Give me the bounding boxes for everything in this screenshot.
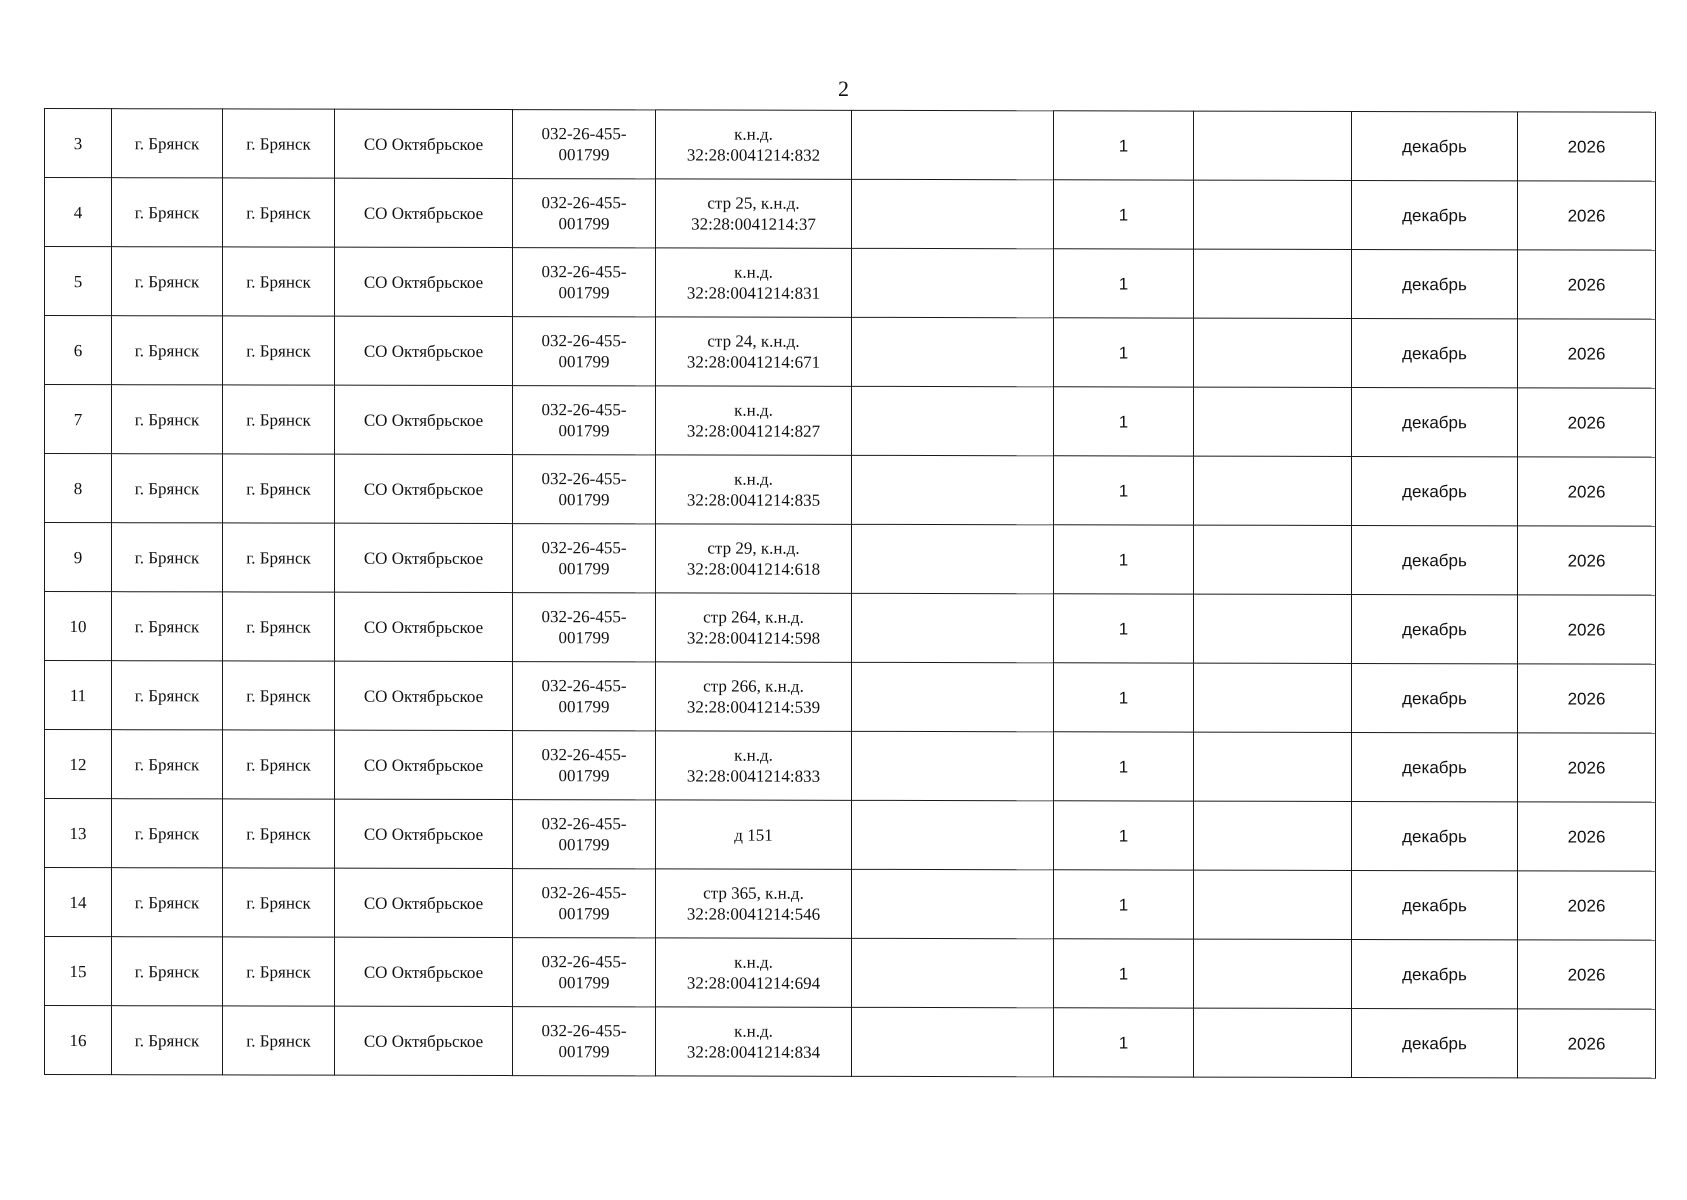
- cell-address: [656, 110, 852, 179]
- code-line: 032-26-455-: [541, 538, 627, 558]
- address-line: 32:28:0041214:827: [686, 421, 821, 441]
- cell-month: декабрь: [1352, 525, 1518, 594]
- cell-empty: [1194, 318, 1352, 387]
- code-line: 001799: [558, 973, 610, 993]
- cell-empty: [1194, 732, 1352, 801]
- code-line: 001799: [558, 835, 610, 855]
- cell-code: [513, 317, 656, 386]
- cell-number: 14: [45, 868, 112, 937]
- address-line: 32:28:0041214:618: [686, 559, 821, 579]
- address-line: 32:28:0041214:832: [686, 145, 821, 165]
- table-row: [45, 454, 1656, 527]
- cell-address: [656, 869, 852, 938]
- cell-quantity: 1: [1054, 318, 1194, 387]
- cell-empty: [1194, 180, 1352, 249]
- cell-empty: [852, 869, 1054, 938]
- code-line: 032-26-455-: [541, 745, 627, 765]
- table-row: [45, 868, 1656, 941]
- cell-city: г. Брянск: [112, 247, 223, 316]
- cell-number: 10: [45, 592, 112, 661]
- address-line: стр 25, к.н.д.: [707, 193, 800, 213]
- table-row: [45, 730, 1656, 803]
- code-line: 032-26-455-: [541, 262, 627, 282]
- cell-city: г. Брянск: [223, 937, 335, 1006]
- address-line: 32:28:0041214:598: [686, 628, 821, 648]
- cell-city: г. Брянск: [112, 523, 223, 592]
- cell-city: г. Брянск: [223, 661, 335, 730]
- address-line: к.н.д.: [734, 469, 773, 489]
- cell-code: [513, 593, 656, 662]
- cell-empty: [1194, 594, 1352, 663]
- cell-number: 3: [45, 109, 112, 178]
- cell-city: г. Брянск: [223, 523, 335, 592]
- code-line: 032-26-455-: [541, 883, 627, 903]
- code-line: 001799: [558, 1042, 610, 1062]
- cell-number: 9: [45, 523, 112, 592]
- address-line: к.н.д.: [734, 1021, 773, 1041]
- cell-empty: [1194, 456, 1352, 525]
- address-line: 32:28:0041214:831: [686, 283, 821, 303]
- cell-month: декабрь: [1352, 456, 1518, 525]
- cell-organization: СО Октябрьское: [335, 868, 513, 937]
- cell-empty: [1194, 525, 1352, 594]
- cell-city: г. Брянск: [112, 385, 223, 454]
- table-row: [45, 316, 1656, 389]
- address-line: к.н.д.: [734, 952, 773, 972]
- cell-year: 2026: [1518, 526, 1656, 595]
- cell-number: 15: [45, 937, 112, 1006]
- table-row: [45, 178, 1656, 251]
- address-line: к.н.д.: [734, 400, 773, 420]
- code-line: 001799: [558, 145, 610, 165]
- cell-year: 2026: [1518, 940, 1656, 1009]
- cell-year: 2026: [1518, 664, 1656, 733]
- cell-address: [656, 938, 852, 1007]
- cell-address: [656, 386, 852, 455]
- page-number: 2: [838, 76, 849, 101]
- address-line: 32:28:0041214:834: [686, 1042, 821, 1062]
- cell-empty: [1194, 387, 1352, 456]
- cell-empty: [1194, 801, 1352, 870]
- cell-empty: [852, 800, 1054, 869]
- code-line: 001799: [558, 559, 610, 579]
- cell-month: декабрь: [1352, 801, 1518, 870]
- address-line: 32:28:0041214:539: [686, 697, 821, 717]
- cell-year: 2026: [1518, 181, 1656, 250]
- table-row: [45, 799, 1656, 872]
- cell-organization: СО Октябрьское: [335, 1006, 513, 1075]
- cell-city: г. Брянск: [223, 1006, 335, 1075]
- code-line: 032-26-455-: [541, 607, 627, 627]
- table-row: [45, 661, 1656, 734]
- cell-code: [513, 524, 656, 593]
- cell-organization: СО Октябрьское: [335, 247, 513, 316]
- address-line: д 151: [734, 825, 773, 845]
- cell-city: г. Брянск: [112, 1006, 223, 1075]
- cell-organization: СО Октябрьское: [335, 592, 513, 661]
- cell-year: 2026: [1518, 388, 1656, 457]
- cell-year: 2026: [1518, 112, 1656, 181]
- cell-organization: СО Октябрьское: [335, 937, 513, 1006]
- cell-number: 11: [45, 661, 112, 730]
- cell-year: 2026: [1518, 319, 1656, 388]
- code-line: 001799: [558, 283, 610, 303]
- cell-organization: СО Октябрьское: [335, 730, 513, 799]
- cell-code: [513, 662, 656, 731]
- address-line: стр 365, к.н.д.: [703, 883, 804, 903]
- code-line: 032-26-455-: [541, 1021, 627, 1041]
- table-row: [45, 109, 1656, 182]
- cell-city: г. Брянск: [223, 247, 335, 316]
- code-line: 032-26-455-: [541, 676, 627, 696]
- cell-number: 12: [45, 730, 112, 799]
- address-line: к.н.д.: [734, 745, 773, 765]
- cell-organization: СО Октябрьское: [335, 316, 513, 385]
- cell-empty: [1194, 939, 1352, 1008]
- address-line: стр 29, к.н.д.: [707, 538, 800, 558]
- cell-quantity: 1: [1054, 1008, 1194, 1077]
- cell-empty: [852, 455, 1054, 524]
- code-line: 032-26-455-: [541, 469, 627, 489]
- table-row: [45, 523, 1656, 596]
- cell-month: декабрь: [1352, 318, 1518, 387]
- cell-code: [513, 1007, 656, 1076]
- cell-month: декабрь: [1352, 594, 1518, 663]
- cell-empty: [852, 593, 1054, 662]
- cell-number: 16: [45, 1006, 112, 1075]
- code-line: 032-26-455-: [541, 124, 627, 144]
- code-line: 032-26-455-: [541, 400, 627, 420]
- cell-city: г. Брянск: [112, 316, 223, 385]
- table-row: [45, 1006, 1656, 1079]
- cell-code: [513, 731, 656, 800]
- cell-month: декабрь: [1352, 249, 1518, 318]
- cell-month: декабрь: [1352, 663, 1518, 732]
- cell-empty: [852, 386, 1054, 455]
- cell-code: [513, 179, 656, 248]
- cell-empty: [852, 731, 1054, 800]
- cell-city: г. Брянск: [112, 799, 223, 868]
- cell-quantity: 1: [1054, 111, 1194, 180]
- cell-number: 5: [45, 247, 112, 316]
- cell-city: г. Брянск: [223, 592, 335, 661]
- cell-quantity: 1: [1054, 594, 1194, 663]
- cell-organization: СО Октябрьское: [335, 523, 513, 592]
- cell-empty: [852, 179, 1054, 248]
- cell-code: [513, 869, 656, 938]
- cell-address: [656, 179, 852, 248]
- cell-year: 2026: [1518, 595, 1656, 664]
- cell-empty: [1194, 870, 1352, 939]
- code-line: 032-26-455-: [541, 193, 627, 213]
- cell-code: [513, 938, 656, 1007]
- cell-address: [656, 248, 852, 317]
- cell-quantity: 1: [1054, 801, 1194, 870]
- cell-empty: [1194, 1008, 1352, 1077]
- cell-address: [656, 524, 852, 593]
- cell-empty: [852, 248, 1054, 317]
- cell-organization: СО Октябрьское: [335, 109, 513, 178]
- cell-quantity: 1: [1054, 180, 1194, 249]
- cell-quantity: 1: [1054, 663, 1194, 732]
- cell-address: [656, 662, 852, 731]
- cell-code: [513, 800, 656, 869]
- address-line: 32:28:0041214:694: [686, 973, 821, 993]
- cell-year: 2026: [1518, 733, 1656, 802]
- cell-city: г. Брянск: [223, 868, 335, 937]
- cell-empty: [1194, 249, 1352, 318]
- cell-year: 2026: [1518, 871, 1656, 940]
- address-line: 32:28:0041214:37: [691, 214, 816, 234]
- cell-number: 7: [45, 385, 112, 454]
- cell-code: [513, 110, 656, 179]
- cell-year: 2026: [1518, 802, 1656, 871]
- code-line: 001799: [558, 766, 610, 786]
- cell-organization: СО Октябрьское: [335, 178, 513, 247]
- code-line: 032-26-455-: [541, 331, 627, 351]
- cell-organization: СО Октябрьское: [335, 799, 513, 868]
- cell-code: [513, 248, 656, 317]
- cell-city: г. Брянск: [112, 661, 223, 730]
- cell-empty: [852, 938, 1054, 1007]
- table-body: [45, 109, 1656, 1079]
- cell-month: декабрь: [1352, 180, 1518, 249]
- cell-code: [513, 455, 656, 524]
- address-line: 32:28:0041214:835: [686, 490, 821, 510]
- address-line: стр 264, к.н.д.: [703, 607, 804, 627]
- address-line: к.н.д.: [734, 124, 773, 144]
- cell-city: г. Брянск: [223, 454, 335, 523]
- cell-city: г. Брянск: [112, 937, 223, 1006]
- cell-number: 8: [45, 454, 112, 523]
- cell-empty: [852, 662, 1054, 731]
- cell-quantity: 1: [1054, 525, 1194, 594]
- cell-organization: СО Октябрьское: [335, 454, 513, 523]
- address-line: стр 266, к.н.д.: [703, 676, 804, 696]
- code-line: 001799: [558, 214, 610, 234]
- cell-city: г. Брянск: [223, 109, 335, 178]
- cell-empty: [1194, 111, 1352, 180]
- cell-city: г. Брянск: [223, 730, 335, 799]
- cell-address: [656, 455, 852, 524]
- cell-quantity: 1: [1054, 870, 1194, 939]
- cell-quantity: 1: [1054, 939, 1194, 1008]
- table-row: [45, 937, 1656, 1010]
- cell-organization: СО Октябрьское: [335, 661, 513, 730]
- cell-year: 2026: [1518, 457, 1656, 526]
- address-line: стр 24, к.н.д.: [707, 331, 800, 351]
- cell-month: декабрь: [1352, 939, 1518, 1008]
- cell-quantity: 1: [1054, 732, 1194, 801]
- cell-city: г. Брянск: [112, 730, 223, 799]
- code-line: 001799: [558, 490, 610, 510]
- cell-address: [656, 800, 852, 869]
- code-line: 001799: [558, 697, 610, 717]
- cell-code: [513, 386, 656, 455]
- cell-year: 2026: [1518, 250, 1656, 319]
- table-row: [45, 385, 1656, 458]
- data-table: [44, 108, 1656, 1079]
- cell-quantity: 1: [1054, 456, 1194, 525]
- cell-number: 4: [45, 178, 112, 247]
- address-line: 32:28:0041214:671: [686, 352, 821, 372]
- cell-organization: СО Октябрьское: [335, 385, 513, 454]
- cell-month: декабрь: [1352, 1008, 1518, 1077]
- cell-address: [656, 317, 852, 386]
- code-line: 001799: [558, 421, 610, 441]
- cell-city: г. Брянск: [223, 178, 335, 247]
- cell-city: г. Брянск: [223, 385, 335, 454]
- cell-empty: [1194, 663, 1352, 732]
- cell-number: 13: [45, 799, 112, 868]
- cell-empty: [852, 110, 1054, 179]
- cell-month: декабрь: [1352, 732, 1518, 801]
- cell-city: г. Брянск: [112, 178, 223, 247]
- cell-number: 6: [45, 316, 112, 385]
- cell-year: 2026: [1518, 1009, 1656, 1078]
- cell-city: г. Брянск: [112, 592, 223, 661]
- cell-city: г. Брянск: [112, 868, 223, 937]
- cell-address: [656, 731, 852, 800]
- code-line: 032-26-455-: [541, 814, 627, 834]
- cell-empty: [852, 524, 1054, 593]
- code-line: 001799: [558, 352, 610, 372]
- cell-quantity: 1: [1054, 387, 1194, 456]
- address-line: к.н.д.: [734, 262, 773, 282]
- cell-city: г. Брянск: [223, 316, 335, 385]
- cell-month: декабрь: [1352, 387, 1518, 456]
- cell-quantity: 1: [1054, 249, 1194, 318]
- cell-month: декабрь: [1352, 111, 1518, 180]
- cell-city: г. Брянск: [223, 799, 335, 868]
- table-row: [45, 592, 1656, 665]
- cell-address: [656, 593, 852, 662]
- cell-month: декабрь: [1352, 870, 1518, 939]
- table-row: [45, 247, 1656, 320]
- address-line: 32:28:0041214:546: [686, 904, 821, 924]
- code-line: 001799: [558, 904, 610, 924]
- code-line: 032-26-455-: [541, 952, 627, 972]
- cell-city: г. Брянск: [112, 109, 223, 178]
- code-line: 001799: [558, 628, 610, 648]
- cell-address: [656, 1007, 852, 1076]
- cell-city: г. Брянск: [112, 454, 223, 523]
- address-line: 32:28:0041214:833: [686, 766, 821, 786]
- cell-empty: [852, 1007, 1054, 1076]
- cell-empty: [852, 317, 1054, 386]
